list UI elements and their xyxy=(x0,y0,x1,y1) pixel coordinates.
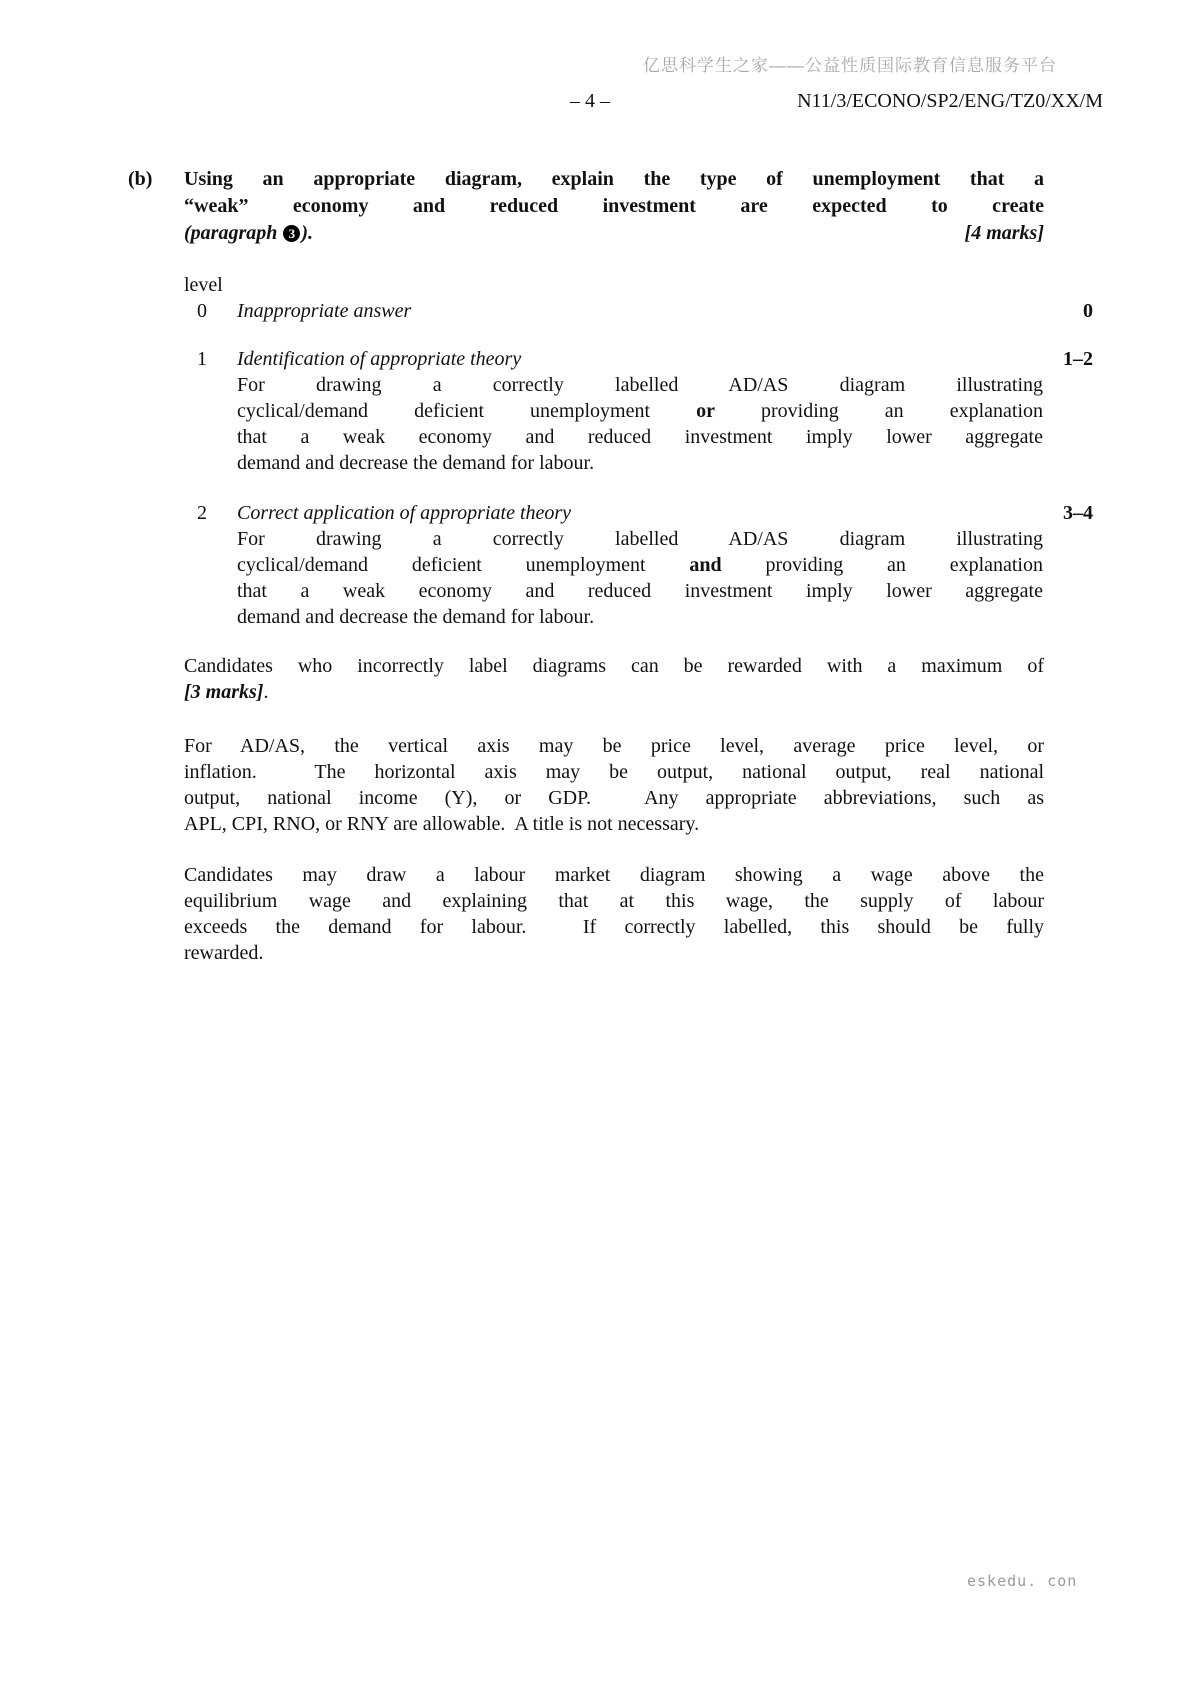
level-marks: 3–4 xyxy=(1063,502,1093,524)
note-line: inflation. The horizontal axis may be output, national output, real national xyxy=(184,761,1044,783)
note-line: output, national income (Y), or GDP. Any appropriate abbreviations, such as xyxy=(184,787,1044,809)
body-segment: providing an explanation xyxy=(721,554,1043,576)
level-marks: 1–2 xyxy=(1063,348,1093,370)
level-title: Identification of appropriate theory xyxy=(237,348,522,370)
note-line: Candidates may draw a labour market diagram showing a wage above the xyxy=(184,864,1044,886)
page-number: – 4 – xyxy=(570,90,610,112)
body-line: demand and decrease the demand for labour. xyxy=(237,606,595,628)
question-line-2: “weak” economy and reduced investment are expected to create xyxy=(184,195,1044,217)
body-segment: cyclical/demand deficient unemployment xyxy=(237,400,697,422)
level-title: Inappropriate answer xyxy=(237,300,412,322)
level-label: level xyxy=(184,274,223,296)
level-number: 2 xyxy=(197,502,207,524)
question-line-3 xyxy=(184,220,1044,247)
note-line: exceeds the demand for labour. If correctly labelled, this should be fully xyxy=(184,916,1044,938)
body-line xyxy=(237,552,1043,578)
level-head xyxy=(184,346,1105,372)
circled-3-icon: 3 xyxy=(283,225,300,242)
rubric-level-1 xyxy=(184,346,1105,476)
level-body xyxy=(184,526,1043,630)
bold-connector: and xyxy=(689,554,722,576)
note-line: equilibrium wage and explaining that at this wage, the supply of labour xyxy=(184,890,1044,912)
note-line: APL, CPI, RNO, or RNY are allowable. A title is not necessary. xyxy=(184,813,700,835)
question-line-1: Using an appropriate diagram, explain the type of unemployment that a xyxy=(184,168,1044,190)
rubric-level-0 xyxy=(184,298,1105,324)
note-axis-labels xyxy=(184,733,1044,837)
note-line: rewarded. xyxy=(184,942,264,964)
question-b xyxy=(128,166,1044,247)
level-number: 0 xyxy=(197,300,207,322)
note-line xyxy=(184,679,1044,705)
body-line: For drawing a correctly labelled AD/AS diagram illustrating xyxy=(237,374,1043,396)
body-line: that a weak economy and reduced investment imply lower aggregate xyxy=(237,426,1043,448)
level-number: 1 xyxy=(197,348,207,370)
period: . xyxy=(263,681,269,703)
body-line xyxy=(237,398,1043,424)
question-label: (b) xyxy=(128,168,153,190)
max-marks: [3 marks] xyxy=(184,681,264,703)
paragraph-ref-close: ). xyxy=(301,222,314,244)
note-labour-market xyxy=(184,862,1044,966)
paragraph-ref: (paragraph xyxy=(184,222,283,244)
top-watermark: 亿思科学生之家——公益性质国际教育信息服务平台 xyxy=(643,56,1057,75)
note-line: Candidates who incorrectly label diagrams can be rewarded with a maximum of xyxy=(184,655,1044,677)
bottom-watermark: eskedu. con xyxy=(967,1572,1078,1590)
note-line: For AD/AS, the vertical axis may be price level, average price level, or xyxy=(184,735,1044,757)
level-body xyxy=(184,372,1043,476)
bold-connector: or xyxy=(696,400,715,422)
rubric-level-2 xyxy=(184,500,1105,630)
body-segment: providing an explanation xyxy=(714,400,1043,422)
level-title: Correct application of appropriate theory xyxy=(237,502,572,524)
note-incorrect-labels xyxy=(184,653,1044,705)
paper-code: N11/3/ECONO/SP2/ENG/TZ0/XX/M xyxy=(797,90,1103,112)
body-line: For drawing a correctly labelled AD/AS diagram illustrating xyxy=(237,528,1043,550)
level-head xyxy=(184,500,1105,526)
question-marks: [4 marks] xyxy=(964,222,1044,244)
content xyxy=(128,166,1105,966)
body-segment: cyclical/demand deficient unemployment xyxy=(237,554,690,576)
level-marks: 0 xyxy=(1083,300,1093,322)
body-line: demand and decrease the demand for labour. xyxy=(237,452,595,474)
body-line: that a weak economy and reduced investment imply lower aggregate xyxy=(237,580,1043,602)
